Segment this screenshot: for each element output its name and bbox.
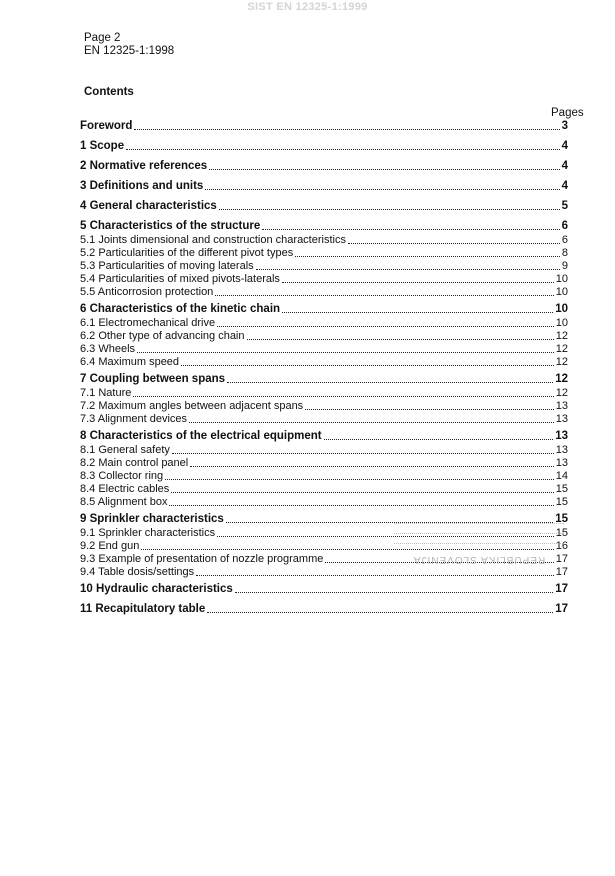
toc-entry-page: 10: [555, 303, 568, 315]
dot-leader: [207, 612, 553, 613]
toc-entry-title: 3 Definitions and units: [80, 180, 204, 192]
toc-entry-title: 9.2 End gun: [80, 540, 140, 552]
dot-leader: [205, 189, 559, 190]
dot-leader: [190, 466, 554, 467]
toc-entry-title: 6.3 Wheels: [80, 343, 136, 355]
toc-entry-title: 7.1 Nature: [80, 387, 132, 399]
toc-entry: [80, 457, 568, 470]
toc-entry: [80, 356, 568, 369]
toc-entry-title: 6.2 Other type of advancing chain: [80, 330, 245, 342]
watermark-text: SIST EN 12325-1:1999: [247, 1, 368, 13]
dot-leader: [348, 243, 560, 244]
toc-entry-title: 10 Hydraulic characteristics: [80, 583, 233, 595]
toc-entry-page: 13: [555, 444, 568, 456]
toc-entry: [80, 603, 568, 616]
standard-number: EN 12325-1:1998: [84, 45, 175, 57]
toc-entry-page: 15: [555, 527, 568, 539]
toc-entry-title: 6.1 Electromechanical drive: [80, 317, 216, 329]
toc-entry: [80, 234, 568, 247]
dot-leader: [172, 453, 554, 454]
toc-entry-title: 5 Characteristics of the structure: [80, 220, 261, 232]
toc-entry-page: 12: [555, 330, 568, 342]
dot-leader: [295, 256, 560, 257]
toc-entry-page: 10: [555, 273, 568, 285]
toc-entry-page: 12: [555, 343, 568, 355]
toc-entry-page: 9: [561, 260, 568, 272]
pages-column-label: Pages: [551, 107, 584, 119]
toc-entry-page: 13: [555, 413, 568, 425]
dot-leader: [282, 282, 554, 283]
dot-leader: [282, 312, 553, 313]
page-number: Page 2: [84, 32, 121, 44]
toc-entry: [80, 220, 568, 233]
toc-entry: [80, 260, 568, 273]
toc-entry: [80, 566, 568, 579]
dot-leader: [209, 169, 559, 170]
toc-entry-title: 9.3 Example of presentation of nozzle programme: [80, 553, 324, 565]
toc-entry-page: 6: [561, 220, 568, 232]
toc-entry-title: 8.4 Electric cables: [80, 483, 170, 495]
toc-entry-page: 5: [561, 200, 568, 212]
toc-entry: [80, 330, 568, 343]
toc-entry-page: 4: [561, 160, 568, 172]
toc-entry-title: 9.4 Table dosis/settings: [80, 566, 195, 578]
toc-entry: [80, 120, 568, 133]
toc-entry-title: 2 Normative references: [80, 160, 208, 172]
dot-leader: [134, 129, 559, 130]
toc-entry-page: 6: [561, 234, 568, 246]
toc-entry-page: 3: [561, 120, 568, 132]
toc-entry-page: 12: [555, 373, 568, 385]
toc-entry-title: 9 Sprinkler characteristics: [80, 513, 224, 525]
dot-leader: [137, 352, 554, 353]
dot-leader: [126, 149, 559, 150]
toc-entry-title: 5.2 Particularities of the different pivot types: [80, 247, 294, 259]
toc-entry: [80, 400, 568, 413]
toc-entry: [80, 583, 568, 596]
toc-entry-page: 13: [555, 400, 568, 412]
toc-entry-title: 6.4 Maximum speed: [80, 356, 180, 368]
toc-entry-title: 8.5 Alignment box: [80, 496, 168, 508]
toc-entry-title: 1 Scope: [80, 140, 125, 152]
toc-entry: [80, 373, 568, 386]
toc-entry-title: 11 Recapitulatory table: [80, 603, 206, 615]
toc-entry: [80, 140, 568, 153]
toc-entry-title: Foreword: [80, 120, 133, 132]
toc-entry-page: 17: [555, 553, 568, 565]
dot-leader: [219, 209, 560, 210]
toc-entry-page: 8: [561, 247, 568, 259]
toc-entry: [80, 247, 568, 260]
toc-entry-page: 13: [555, 457, 568, 469]
toc-entry: [80, 444, 568, 457]
toc-entry-title: 5.5 Anticorrosion protection: [80, 286, 214, 298]
toc-entry-page: 10: [555, 286, 568, 298]
dot-leader: [215, 295, 553, 296]
toc-entry: [80, 483, 568, 496]
toc-entry-page: 16: [555, 540, 568, 552]
dot-leader: [189, 422, 554, 423]
toc-entry-page: 12: [555, 387, 568, 399]
toc-entry: [80, 317, 568, 330]
dot-leader: [256, 269, 560, 270]
toc-entry: [80, 496, 568, 509]
toc-entry-page: 14: [555, 470, 568, 482]
toc-entry-title: 7.2 Maximum angles between adjacent spans: [80, 400, 304, 412]
toc-entry-title: 5.1 Joints dimensional and construction characteristics: [80, 234, 346, 246]
toc-entry-page: 15: [555, 513, 568, 525]
toc-entry-title: 8.2 Main control panel: [80, 457, 189, 469]
dot-leader: [305, 409, 554, 410]
toc-entry-title: 9.1 Sprinkler characteristics: [80, 527, 216, 539]
toc-entry-page: 4: [561, 180, 568, 192]
toc-entry: [80, 273, 568, 286]
toc-entry-title: 5.3 Particularities of moving laterals: [80, 260, 254, 272]
toc-entry-title: 8.3 Collector ring: [80, 470, 164, 482]
toc-entry-page: 15: [555, 483, 568, 495]
toc-entry-title: 8 Characteristics of the electrical equipment: [80, 430, 322, 442]
dot-leader: [324, 439, 554, 440]
toc-entry: [80, 343, 568, 356]
dot-leader: [227, 382, 553, 383]
toc-entry: [80, 303, 568, 316]
toc-entry: [80, 413, 568, 426]
toc-entry-page: 10: [555, 317, 568, 329]
toc-entry: [80, 387, 568, 400]
dot-leader: [235, 592, 553, 593]
toc-entry: [80, 470, 568, 483]
toc-entry: [80, 286, 568, 299]
toc-entry: [80, 160, 568, 173]
toc-entry: [80, 430, 568, 443]
dot-leader: [165, 479, 554, 480]
dot-leader: [171, 492, 553, 493]
toc-entry: [80, 200, 568, 213]
toc-entry-title: 7.3 Alignment devices: [80, 413, 188, 425]
toc-entry: [80, 180, 568, 193]
toc-entry-title: 6 Characteristics of the kinetic chain: [80, 303, 281, 315]
official-stamp: [384, 520, 574, 565]
dot-leader: [196, 575, 554, 576]
toc-entry-page: 17: [555, 603, 568, 615]
toc-entry-page: 12: [555, 356, 568, 368]
toc-entry-page: 17: [555, 566, 568, 578]
dot-leader: [247, 339, 554, 340]
toc-entry-title: 7 Coupling between spans: [80, 373, 226, 385]
dot-leader: [181, 365, 554, 366]
dot-leader: [262, 229, 559, 230]
toc-entry-page: 15: [555, 496, 568, 508]
toc-entry-page: 17: [555, 583, 568, 595]
toc-entry-title: 4 General characteristics: [80, 200, 217, 212]
toc-entry-page: 4: [561, 140, 568, 152]
dot-leader: [169, 505, 553, 506]
toc-entry-title: 8.1 General safety: [80, 444, 170, 456]
toc-entry-page: 13: [555, 430, 568, 442]
stamp-text: REPUBLIKA SLOVENIJA: [412, 554, 546, 565]
contents-title: Contents: [84, 86, 134, 98]
dot-leader: [217, 326, 554, 327]
dot-leader: [133, 396, 553, 397]
toc-entry-title: 5.4 Particularities of mixed pivots-laterals: [80, 273, 280, 285]
